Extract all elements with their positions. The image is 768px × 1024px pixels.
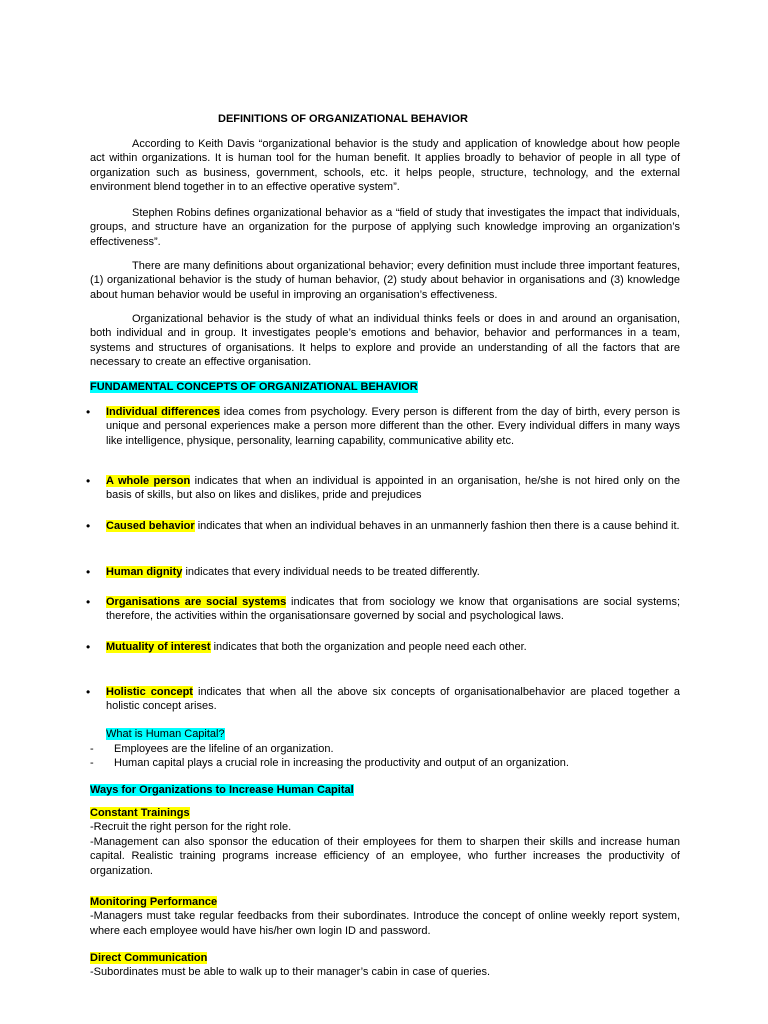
concept-text: idea comes from psychology. Every person is different from the day of birth, every person is unique and personal experiences make a person more different than the other. Every individual differs in many ways like intelligence, physique, personality, learning capability, communicative ability etc. bbox=[106, 406, 680, 447]
list-item: - Employees are the lifeline of an organization. bbox=[90, 743, 334, 755]
list-item bbox=[86, 685, 680, 714]
bullet-icon: • bbox=[86, 595, 91, 609]
human-capital-heading: What is Human Capital? bbox=[106, 728, 225, 740]
fundamentals-heading: FUNDAMENTAL CONCEPTS OF ORGANIZATIONAL BEHAVIOR bbox=[90, 381, 418, 393]
concept-term: Organisations are social systems bbox=[106, 596, 287, 608]
concept-term: Caused behavior bbox=[106, 520, 195, 532]
list-item bbox=[86, 565, 680, 579]
intro-paragraph-3: There are many definitions about organizational behavior; every definition must include three important features, (1) organizational behavior is the study of human behavior, (2) study about behavior in organisations and (3) knowledge about human behavior would be useful in improving an organisation’s effectiveness. bbox=[90, 260, 680, 301]
concept-term: Holistic concept bbox=[106, 686, 193, 698]
concept-term: A whole person bbox=[106, 475, 191, 487]
bullet-icon: • bbox=[86, 474, 91, 488]
ways-section-monitoring bbox=[90, 895, 680, 938]
concept-text: indicates that when all the above six concepts of organisationalbehavior are placed together a holistic concept arises. bbox=[106, 686, 680, 713]
section-line: -Management can also sponsor the education of their employees for them to sharpen their skills and increase human capital. Realistic training programs increase efficiency of an employee, who further increases the productivity of organization. bbox=[90, 835, 680, 877]
concept-term: Human dignity bbox=[106, 566, 183, 578]
list-item: - Human capital plays a crucial role in increasing the productivity and output of an organization. bbox=[90, 757, 569, 769]
list-item bbox=[86, 519, 680, 533]
bullet-icon: • bbox=[86, 640, 91, 654]
intro-paragraph-4: Organizational behavior is the study of what an individual thinks feels or does in and around an organisation, both individual and in group. It investigates people’s emotions and behavior, behavior and performances in a team, systems and structures of organisations. It helps to explore and provide an understanding of all the factors that are necessary to create an effective organisation. bbox=[90, 313, 680, 369]
dash-icon: - bbox=[90, 743, 94, 755]
section-title: Constant Trainings bbox=[90, 807, 190, 819]
section-title: Direct Communication bbox=[90, 952, 208, 964]
list-item bbox=[86, 595, 680, 624]
concept-text: indicates that when an individual is appointed in an organisation, he/she is not hired only on the basis of skills, but also on likes and dislikes, pride and prejudices bbox=[106, 475, 680, 502]
ways-section-communication bbox=[90, 951, 680, 980]
ways-heading: Ways for Organizations to Increase Human Capital bbox=[90, 784, 354, 796]
list-item bbox=[86, 640, 680, 654]
bullet-icon: • bbox=[86, 405, 91, 419]
section-line: -Managers must take regular feedbacks from their subordinates. Introduce the concept of online weekly report system, where each employee would have his/her own login ID and password. bbox=[90, 910, 680, 937]
concept-text: indicates that when an individual behaves in an unmannerly fashion then there is a cause behind it. bbox=[194, 520, 680, 532]
section-title: Monitoring Performance bbox=[90, 896, 218, 908]
section-line: -Recruit the right person for the right role. bbox=[90, 821, 292, 834]
ways-section-trainings bbox=[90, 806, 680, 878]
concept-text: indicates that every individual needs to be treated differently. bbox=[182, 566, 480, 578]
list-item bbox=[86, 474, 680, 503]
concept-text: indicates that from sociology we know that organisations are social systems; therefore, the activities within the organisationsare governed by social and psychological laws. bbox=[106, 596, 680, 623]
section-line: -Subordinates must be able to walk up to their manager’s cabin in case of queries. bbox=[90, 966, 491, 979]
bullet-icon: • bbox=[86, 685, 91, 699]
page-title: DEFINITIONS OF ORGANIZATIONAL BEHAVIOR bbox=[218, 113, 468, 125]
dash-icon: - bbox=[90, 757, 94, 769]
bullet-icon: • bbox=[86, 519, 91, 533]
concept-term: Individual differences bbox=[106, 406, 220, 418]
concept-term: Mutuality of interest bbox=[106, 641, 211, 653]
list-item bbox=[86, 405, 680, 448]
concept-text: indicates that both the organization and people need each other. bbox=[210, 641, 527, 653]
intro-paragraph-1: According to Keith Davis “organizational behavior is the study and application of knowledge about how people act within organizations. It is human tool for the human benefit. It applies broadly to behavior of people in all type of organization such as business, government, schools, etc. it helps people, structure, technology, and the external environment blend together in to an effective operative system”. bbox=[90, 138, 680, 194]
intro-paragraph-2: Stephen Robins defines organizational behavior as a “field of study that investigates the impact that individuals, groups, and structure have an organization for the purpose of applying such knowledge improving an organization’s effectiveness”. bbox=[90, 207, 680, 248]
bullet-icon: • bbox=[86, 565, 91, 579]
